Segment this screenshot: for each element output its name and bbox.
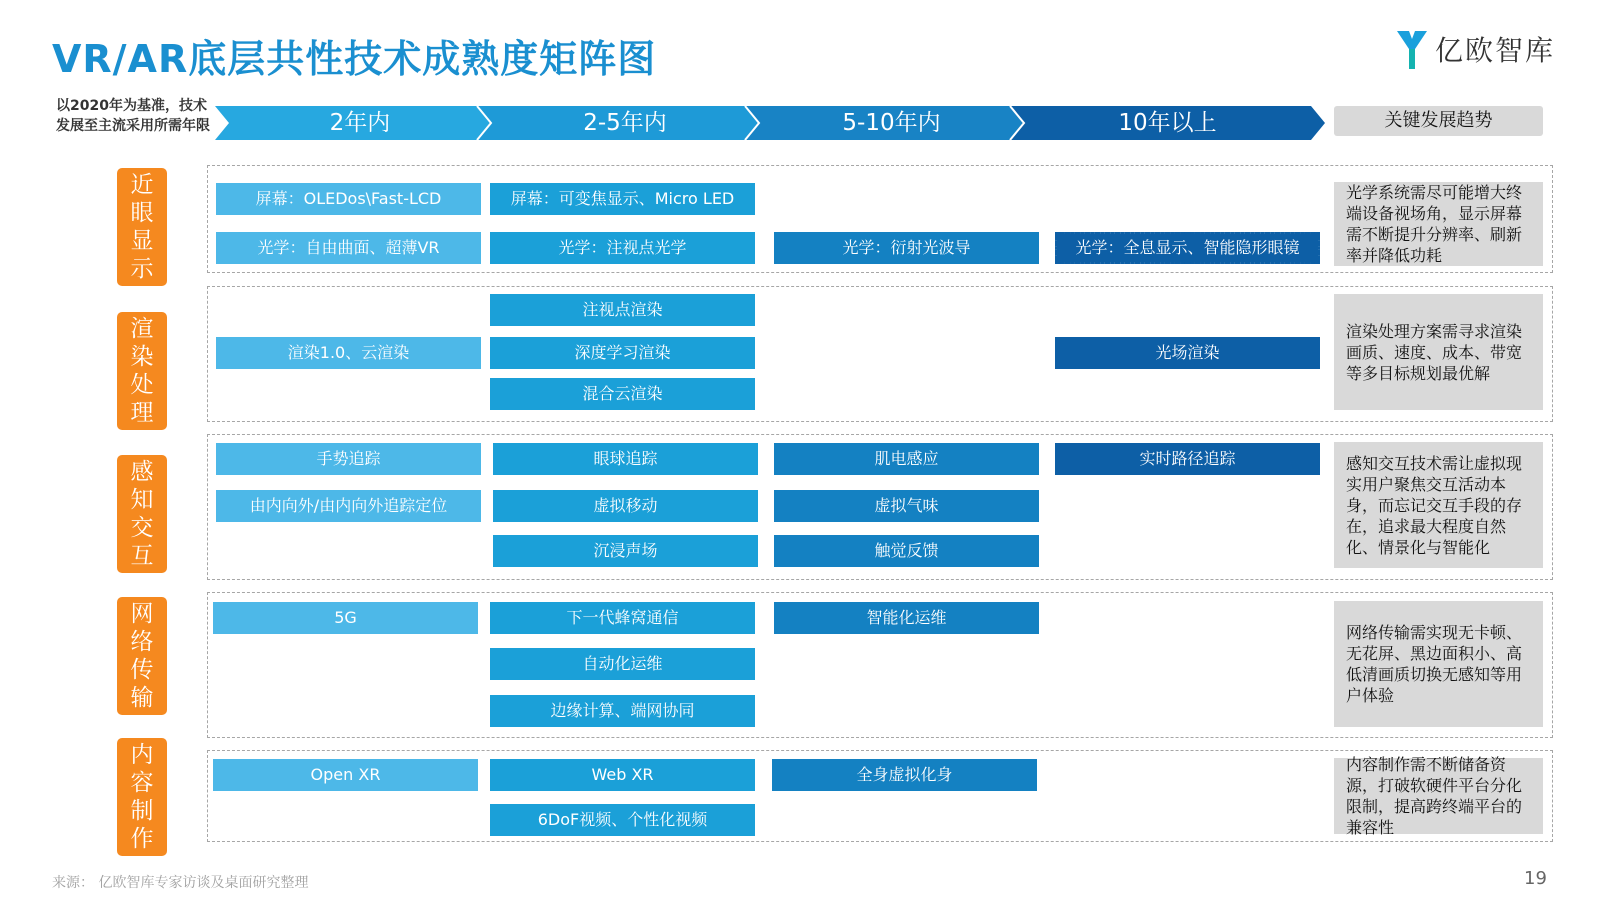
category-char: 络 [130,629,154,655]
tech-box: 由内向外/由内向外追踪定位 [216,490,481,522]
trend-text: 网络传输需实现无卡顿、无花屏、黑边面积小、高低清画质切换无感知等用户体验 [1334,601,1543,727]
tech-box: 深度学习渲染 [490,337,755,369]
trend-header: 关键发展趋势 [1334,106,1543,136]
tech-box: 5G [213,602,478,634]
tech-box: 虚拟气味 [774,490,1039,522]
tech-box: 屏幕：OLEDos\Fast-LCD [216,183,481,215]
category-near-eye-display [117,168,167,286]
category-content-creation [117,738,167,856]
category-char: 处 [130,372,154,398]
category-rendering [117,312,167,430]
timeline-stage-4: 10年以上 [1118,110,1217,136]
timeline-stage-3: 5-10年内 [842,110,941,136]
tech-box: 光场渲染 [1055,337,1320,369]
trend-text: 内容制作需不断储备资源，打破软硬件平台分化限制，提高跨终端平台的兼容性 [1334,758,1543,834]
trend-text: 渲染处理方案需寻求渲染画质、速度、成本、带宽等多目标规划最优解 [1334,294,1543,410]
category-char: 渲 [130,316,154,342]
category-char: 理 [130,400,154,426]
basis-note: 以2020年为基准，技术发展至主流采用所需年限 [56,98,210,134]
source-note: 来源： 亿欧智库专家访谈及桌面研究整理 [52,875,309,891]
category-char: 近 [130,172,154,198]
category-char: 眼 [130,200,154,226]
tech-box: 自动化运维 [490,648,755,680]
tech-box: 光学：自由曲面、超薄VR [216,232,481,264]
category-char: 制 [130,798,154,824]
timeline-stage-1: 2年内 [329,110,391,136]
category-char: 交 [130,515,154,541]
category-char: 显 [130,228,154,254]
category-char: 内 [130,742,154,768]
tech-box: 渲染1.0、云渲染 [216,337,481,369]
tech-box: 6DoF视频、个性化视频 [490,804,755,836]
tech-box: 虚拟移动 [493,490,758,522]
tech-box: 眼球追踪 [493,443,758,475]
logo-text: 亿欧智库 [1435,34,1556,67]
category-char: 知 [130,487,154,513]
category-char: 感 [130,459,154,485]
category-char: 网 [130,601,154,627]
tech-box: 光学：全息显示、智能隐形眼镜 [1055,232,1320,264]
category-char: 互 [130,543,154,569]
tech-box: 混合云渲染 [490,378,755,410]
category-network-transmission [117,597,167,715]
category-perception-interaction [117,455,167,573]
tech-box: 手势追踪 [216,443,481,475]
tech-box: Open XR [213,759,478,791]
category-char: 传 [130,657,154,683]
tech-box: 全身虚拟化身 [772,759,1037,791]
tech-box: 光学：衍射光波导 [774,232,1039,264]
trend-text: 光学系统需尽可能增大终端设备视场角，显示屏幕需不断提升分辨率、刷新率并降低功耗 [1334,182,1543,266]
category-char: 容 [130,770,154,796]
yiou-logo-icon [1395,27,1429,71]
tech-box: 边缘计算、端网协同 [490,695,755,727]
tech-box: 智能化运维 [774,602,1039,634]
tech-box: 光学：注视点光学 [490,232,755,264]
category-char: 示 [130,256,154,282]
category-char: 染 [130,344,154,370]
category-char: 输 [130,685,154,711]
trend-text: 感知交互技术需让虚拟现实用户聚焦交互活动本身，而忘记交互手段的存在，追求最大程度自然化、情景化与智能化 [1334,442,1543,568]
tech-box: 沉浸声场 [493,535,758,567]
tech-box: 屏幕：可变焦显示、Micro LED [490,183,755,215]
timeline-bar [215,106,1325,140]
tech-box: Web XR [490,759,755,791]
tech-box: 触觉反馈 [774,535,1039,567]
page-title: VR/AR底层共性技术成熟度矩阵图 [52,37,657,81]
tech-box: 下一代蜂窝通信 [490,602,755,634]
tech-box: 肌电感应 [774,443,1039,475]
page-number: 19 [1524,868,1547,889]
tech-box: 注视点渲染 [490,294,755,326]
category-char: 作 [130,826,154,852]
timeline-stage-2: 2-5年内 [583,110,667,136]
logo [1395,26,1555,72]
tech-box: 实时路径追踪 [1055,443,1320,475]
